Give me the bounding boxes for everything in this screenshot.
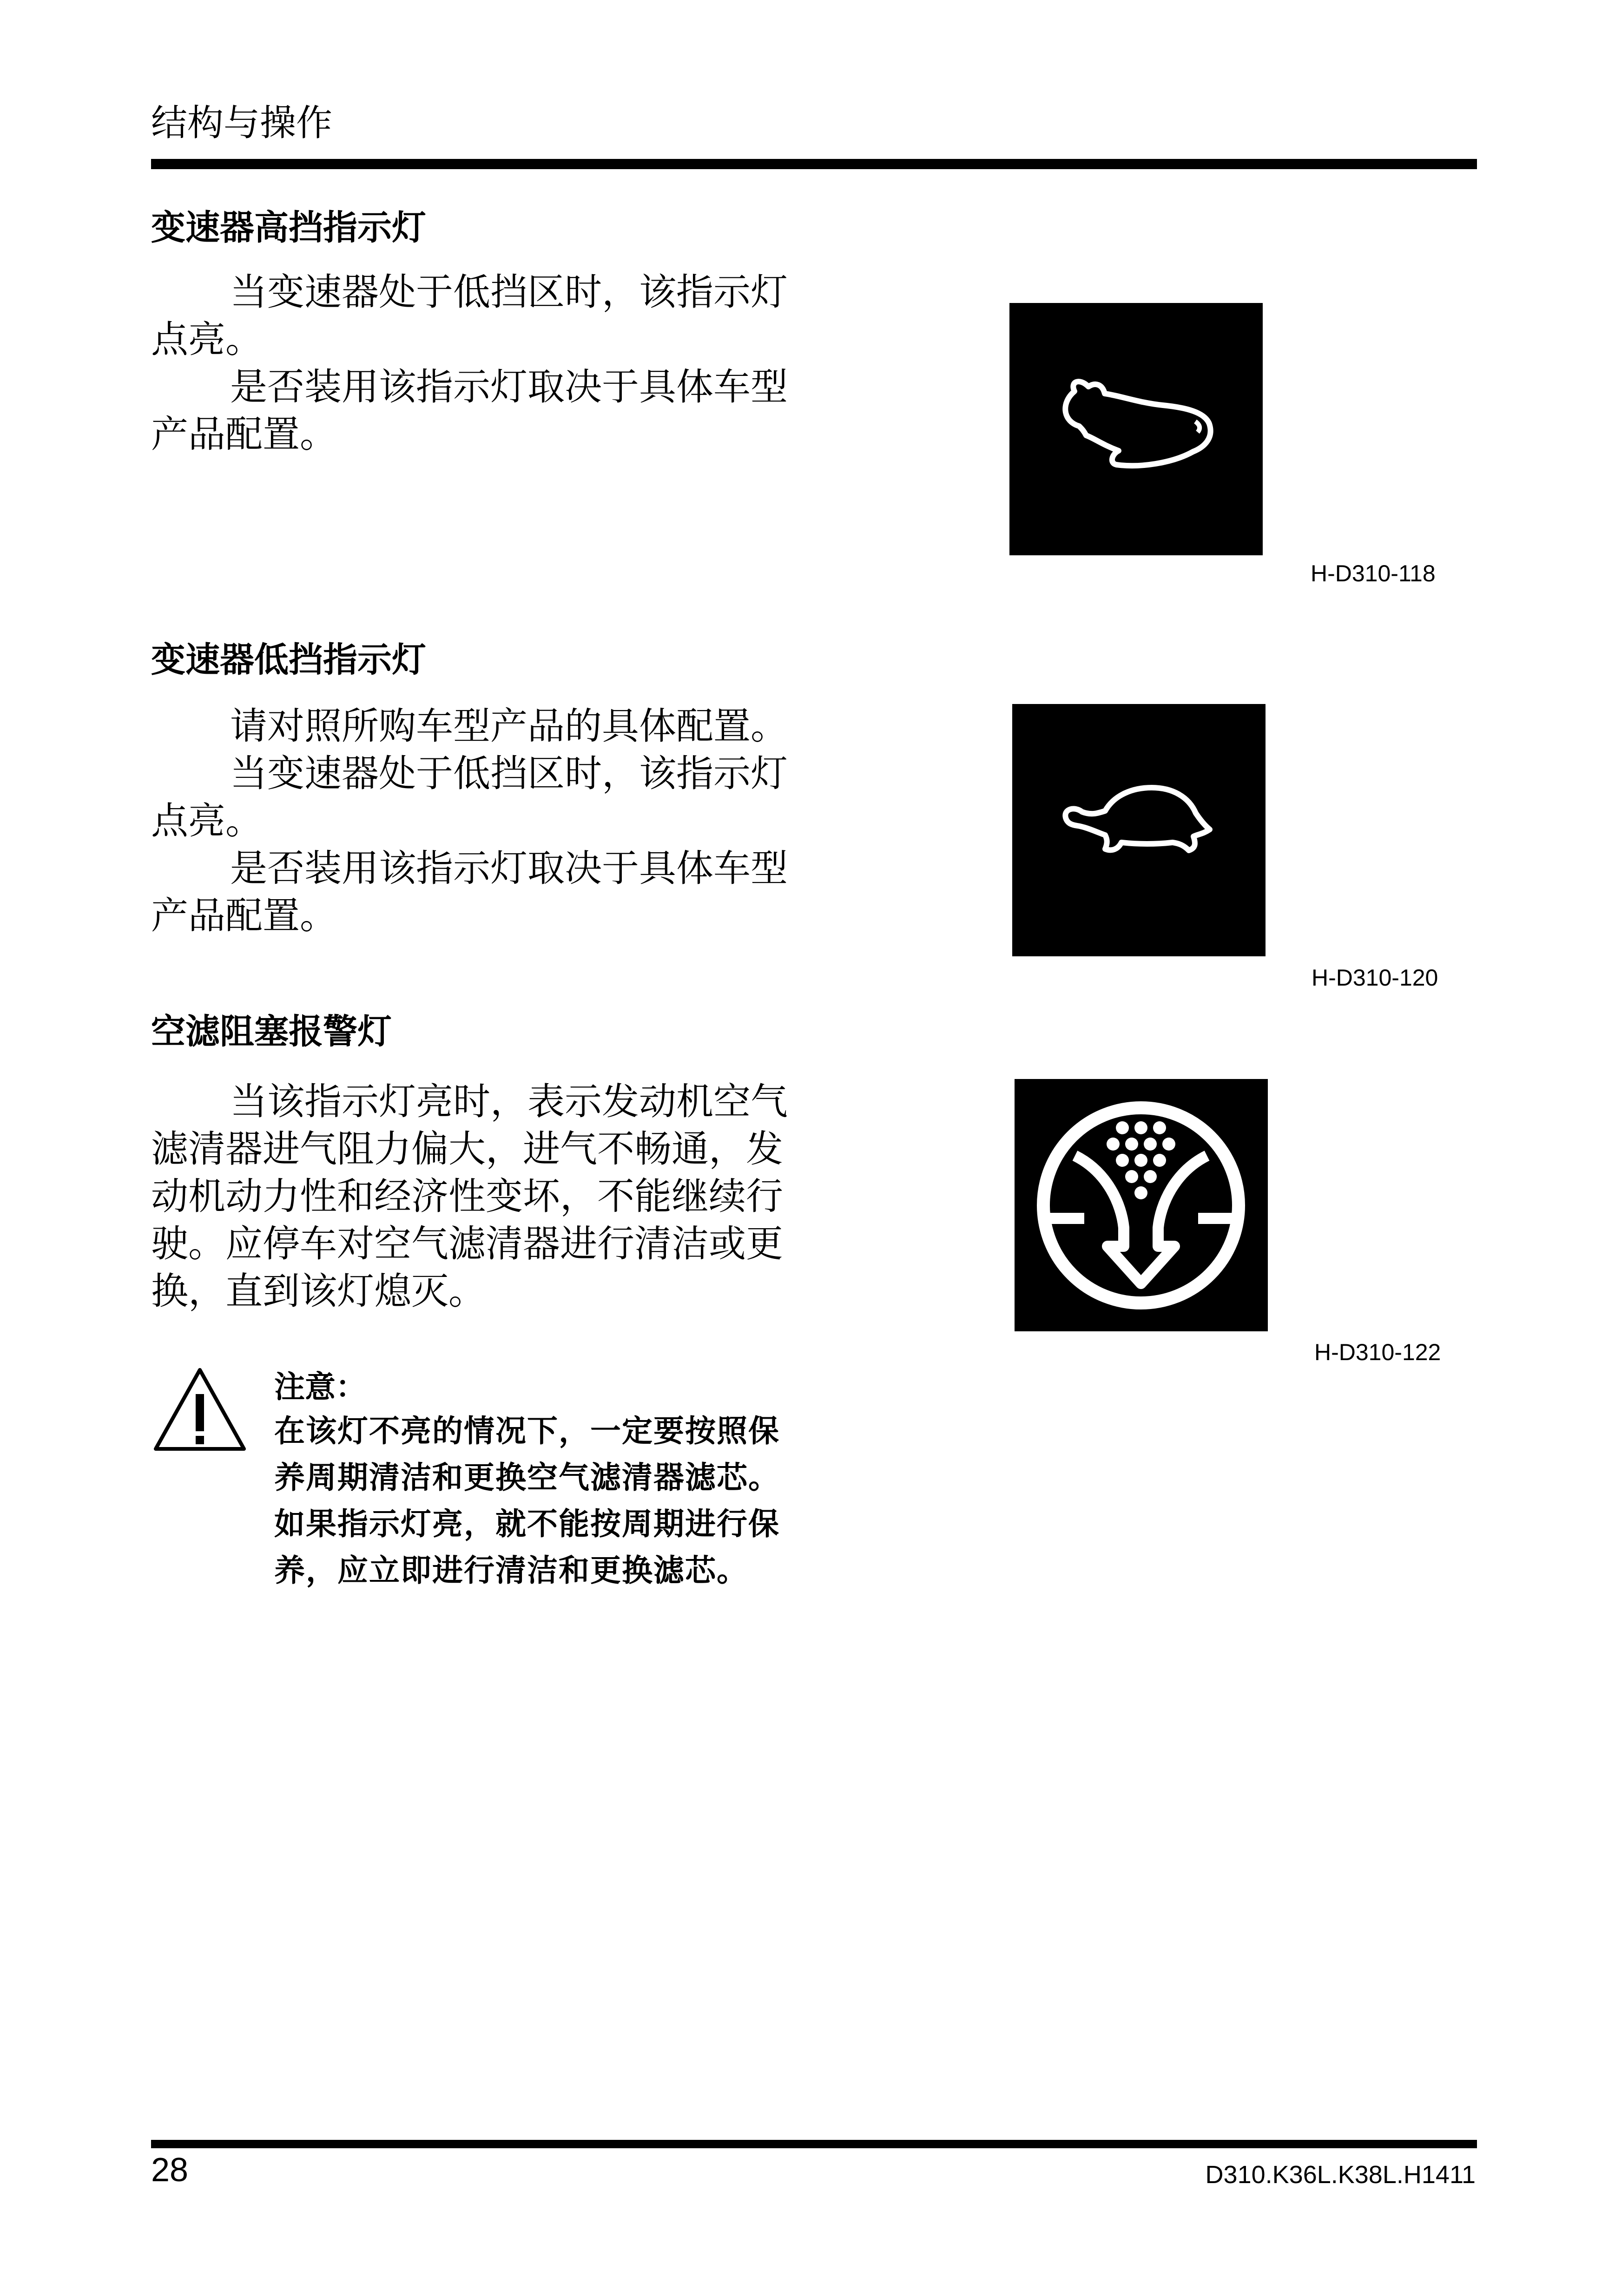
footer-rule xyxy=(151,2140,1477,2148)
section-heading-high-gear: 变速器高挡指示灯 xyxy=(151,208,426,248)
section-heading-air-filter: 空滤阻塞报警灯 xyxy=(151,1012,392,1052)
section-high-gear-para-2: 是否装用该指示灯取决于具体车型产品配置。 xyxy=(151,365,788,456)
section-low-gear-para-3: 是否装用该指示灯取决于具体车型产品配置。 xyxy=(151,847,788,937)
turtle-icon xyxy=(1012,704,1266,956)
rabbit-icon xyxy=(1009,303,1263,555)
page-number: 28 xyxy=(151,2151,189,2189)
section-heading-low-gear: 变速器低挡指示灯 xyxy=(151,640,426,680)
document-code: D310.K36L.K38L.H1411 xyxy=(1205,2161,1476,2189)
air-filter-icon xyxy=(1015,1079,1268,1331)
warning-triangle-icon xyxy=(151,1365,249,1454)
section-air-filter-para-1: 当该指示灯亮时，表示发动机空气滤清器进气阻力偏大，进气不畅通，发动机动力性和经济性变坏，不能继续行驶。应停车对空气滤清器进行清洁或更换，直到该灯熄灭。 xyxy=(151,1080,788,1313)
figure-label-122: H-D310-122 xyxy=(1314,1339,1441,1365)
section-low-gear-para-1: 请对照所购车型产品的具体配置。 xyxy=(230,704,788,748)
figure-label-120: H-D310-120 xyxy=(1312,965,1438,991)
figure-label-118: H-D310-118 xyxy=(1311,560,1436,586)
header-rule xyxy=(151,159,1477,169)
page-header-title: 结构与操作 xyxy=(151,102,333,144)
section-low-gear-para-2: 当变速器处于低挡区时，该指示灯点亮。 xyxy=(151,752,788,842)
turtle-indicator-figure xyxy=(1012,704,1266,956)
note-body: 在该灯不亮的情况下，一定要按照保养周期清洁和更换空气滤清器滤芯。如果指示灯亮，就不能按周期进行保养，应立即进行清洁和更换滤芯。 xyxy=(274,1413,780,1588)
rabbit-indicator-figure xyxy=(1009,303,1263,555)
air-filter-indicator-figure xyxy=(1015,1079,1268,1331)
note-title: 注意： xyxy=(274,1369,366,1405)
section-high-gear-para-1: 当变速器处于低挡区时，该指示灯点亮。 xyxy=(151,270,788,361)
